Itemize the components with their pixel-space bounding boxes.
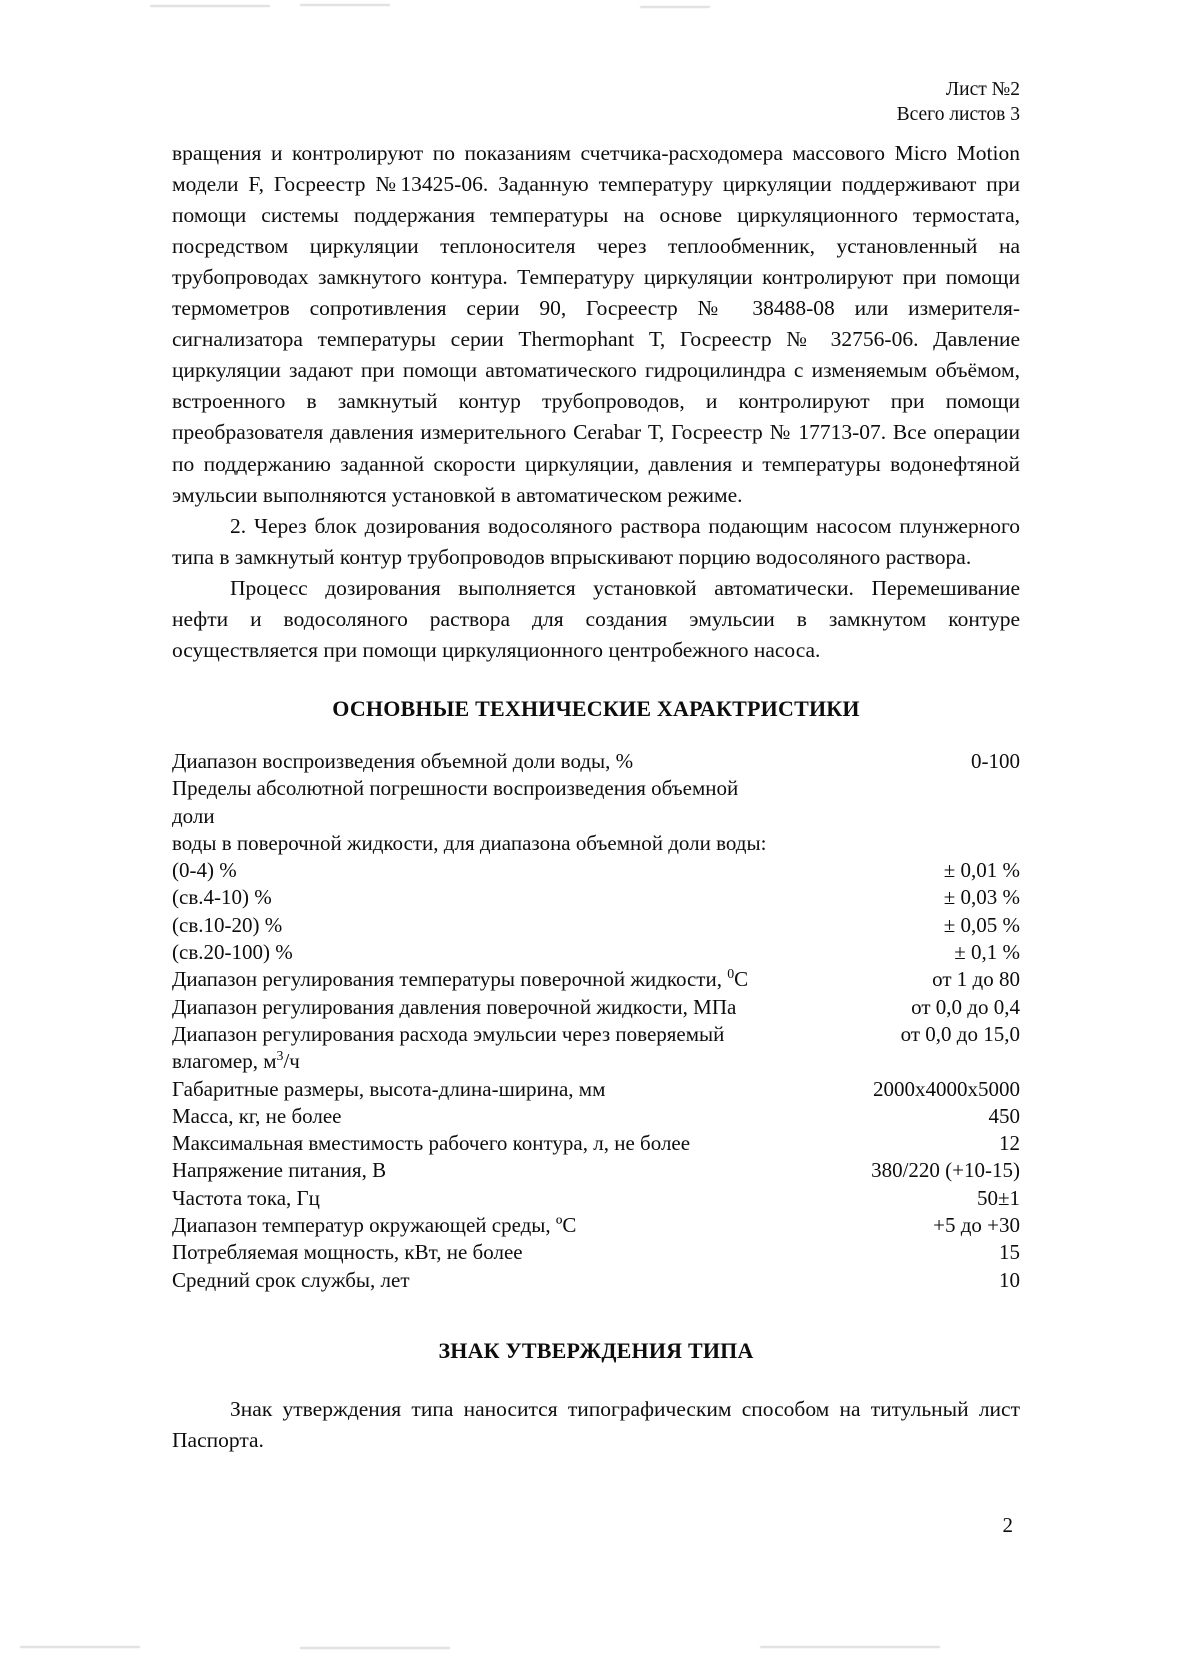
table-row [172, 884, 1020, 911]
spec-label: Диапазон регулирования давления поверочной жидкости, МПа [172, 994, 737, 1019]
spec-label: воды в поверочной жидкости, для диапазона объемной доли воды: [172, 830, 767, 855]
spec-label: Диапазон регулирования расхода эмульсии через поверяемый [172, 1021, 725, 1046]
spec-label: Пределы абсолютной погрешности воспроизведения объемной доли [172, 776, 739, 828]
paragraph-dosing-process: Процесс дозирования выполняется установкой автоматически. Перемешивание нефти и водосоляного раствора для создания эмульсии в замкнутом контуре осуществляется при помощи циркуляционного центробежного насоса. [172, 575, 1020, 662]
table-row [172, 1103, 1020, 1130]
table-row [172, 1076, 1020, 1103]
spec-label: (св.10-20) % [172, 912, 283, 937]
table-row [172, 966, 1020, 993]
page-content [172, 78, 1020, 1456]
spec-value: +5 до +30 [933, 1213, 1020, 1238]
spec-label-flowmeter [172, 1048, 788, 1075]
table-row [172, 1185, 1020, 1212]
paragraph-item-2: 2. Через блок дозирования водосоляного раствора подающим насосом плунжерного типа в замкнутый контур трубопроводов впрыскивают порцию водосоляного раствора. [172, 513, 1020, 569]
degree-superscript: 0 [727, 966, 735, 982]
spec-value: ± 0,03 % [943, 885, 1020, 910]
spec-label: Частота тока, Гц [172, 1185, 320, 1210]
spec-value: ± 0,05 % [943, 912, 1020, 937]
spec-label: (св.4-10) % [172, 885, 272, 910]
spec-label-tail: /ч [283, 1049, 300, 1074]
paragraph-continuation: вращения и контролируют по показаниям счетчика-расходомера массового Micro Motion модели F, Госреестр №13425-06. Заданную температуру циркуляции поддерживают при помощи системы поддержания температуры на основе циркуляционного термостата, посредством циркуляции теплоносителя через теплообменник, установленный на трубопроводах замкнутого контура. Температуру циркуляции контролируют при помощи термометров сопротивления серии 90, Госреестр № 38488-08 или измерителя-сигнализатора температуры серии Thermophant Т, Госреестр № 32756-06. Давление циркуляции задают при помощи автоматического гидроцилиндра с изменяемым объёмом, встроенного в замкнутый контур трубопроводов, и контролируют при помощи преобразователя давления измерительного Cerabar Т, Госреестр № 17713-07. Все операции по поддержанию заданной скорости циркуляции, давления и температуры водонефтяной эмульсии выполняются установкой в автоматическом режиме. [172, 140, 1020, 507]
sheet-number: Лист №2 [945, 79, 1020, 100]
spec-value: 450 [988, 1103, 1020, 1128]
table-row [172, 1130, 1020, 1157]
spec-label: Средний срок службы, лет [172, 1267, 410, 1292]
table-row [172, 1239, 1020, 1266]
table-row [172, 939, 1020, 966]
scan-artifact-bottom [0, 1640, 1181, 1654]
table-row [172, 748, 1020, 775]
spec-value: 0-100 [971, 748, 1020, 773]
spec-value: от 1 до 80 [932, 967, 1020, 992]
spec-label-text: влагомер, м [172, 1049, 277, 1074]
spec-label: Масса, кг, не более [172, 1103, 342, 1128]
spec-value [788, 1048, 1020, 1075]
table-row [172, 1267, 1020, 1294]
page-number: 2 [1002, 1513, 1013, 1537]
spec-value [788, 830, 1020, 857]
specs-section-title: ОСНОВНЫЕ ТЕХНИЧЕСКИЕ ХАРАКТРИСТИКИ [332, 695, 860, 721]
table-row [172, 1048, 1020, 1075]
spec-label: Потребляемая мощность, кВт, не более [172, 1240, 523, 1265]
table-row [172, 857, 1020, 884]
spec-value: 12 [999, 1131, 1020, 1156]
specs-table [172, 748, 1020, 1294]
total-sheets: Всего листов 3 [896, 103, 1020, 125]
spec-value: 2000х4000х5000 [873, 1076, 1020, 1101]
scan-artifact-top [0, 0, 1181, 14]
spec-value: от 0,0 до 15,0 [900, 1021, 1020, 1046]
table-row [172, 1021, 1020, 1048]
spec-value: 15 [999, 1240, 1020, 1265]
document-header [172, 78, 1020, 128]
spec-value [788, 775, 1020, 830]
table-row [172, 775, 1020, 830]
spec-label: Габаритные размеры, высота-длина-ширина, мм [172, 1076, 606, 1101]
spec-value: ± 0,01 % [943, 858, 1020, 883]
spec-label: (св.20-100) % [172, 940, 293, 965]
spec-value: 10 [999, 1267, 1020, 1292]
spec-label: Диапазон температур окружающей среды, ºС [172, 1213, 577, 1238]
spec-label: Напряжение питания, В [172, 1158, 387, 1183]
table-row [172, 1157, 1020, 1184]
cubic-superscript: 3 [276, 1048, 284, 1064]
spec-value: 50±1 [976, 1185, 1020, 1210]
spec-label-text: Диапазон регулирования температуры поверочной жидкости, [172, 967, 728, 992]
approval-section-text: Знак утверждения типа наносится типографическим способом на титульный лист Паспорта. [172, 1396, 1020, 1452]
spec-value: 380/220 (+10-15) [871, 1158, 1020, 1183]
table-row [172, 994, 1020, 1021]
spec-label-tail: С [734, 967, 749, 992]
table-row [172, 1212, 1020, 1239]
spec-label: Диапазон воспроизведения объемной доли воды, % [172, 748, 634, 773]
table-row [172, 912, 1020, 939]
spec-label: (0-4) % [172, 858, 237, 883]
spec-label-temperature [172, 966, 788, 993]
spec-label: Максимальная вместимость рабочего контура, л, не более [172, 1131, 691, 1156]
spec-value: от 0,0 до 0,4 [911, 994, 1020, 1019]
approval-section-title: ЗНАК УТВЕРЖДЕНИЯ ТИПА [438, 1337, 754, 1363]
spec-value: ± 0,1 % [954, 940, 1020, 965]
table-row [172, 830, 1020, 857]
